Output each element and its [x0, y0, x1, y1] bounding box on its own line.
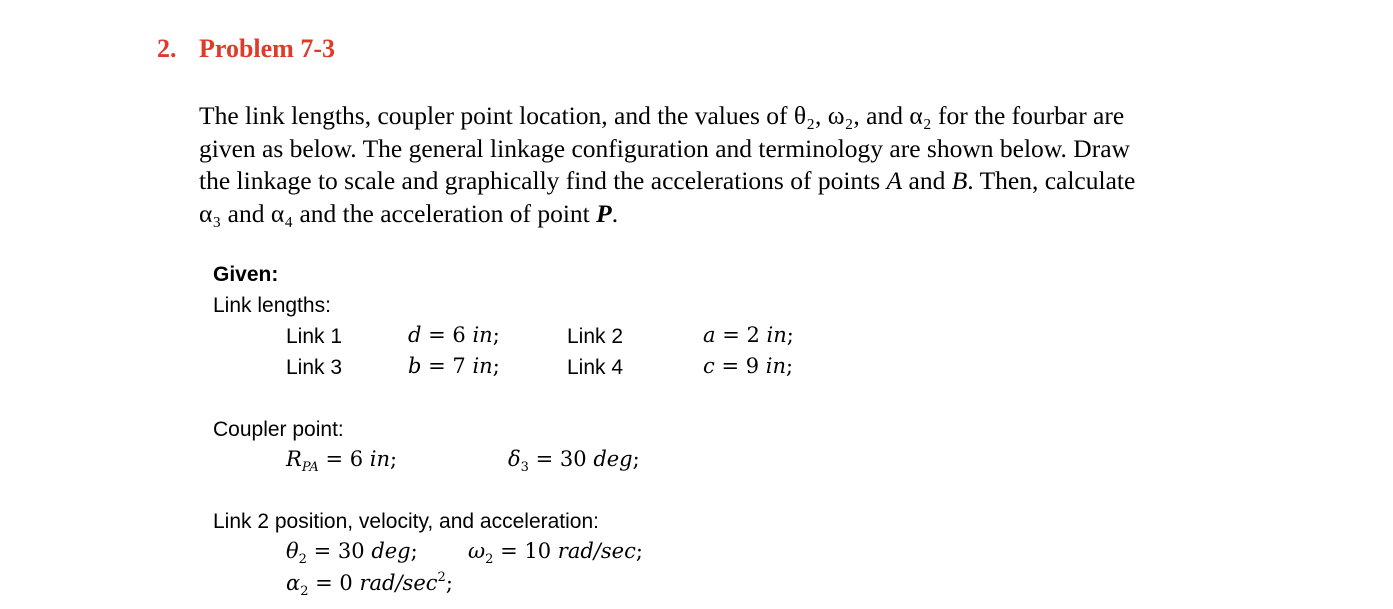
link-4-label: Link 4: [567, 356, 624, 379]
link-2-label: Link 2: [567, 325, 624, 348]
link-2-value: a = 2 in;: [703, 323, 794, 347]
coupler-point-label: Coupler point:: [213, 418, 344, 441]
statement-line-1: The link lengths, coupler point location, and the values of θ₂, ω₂, and α₂ for the fourbar are: [199, 101, 1125, 130]
link-2-motion-label: Link 2 position, velocity, and acceleration:: [213, 510, 599, 533]
given-label: Given:: [213, 263, 279, 286]
problem-statement: [199, 100, 1239, 230]
statement-line-3: the linkage to scale and graphically find the accelerations of points A and B. Then, calculate: [199, 166, 1136, 195]
alpha2-value: $\alpha_2 = 0$ rad/$\sec^2$;: [286, 570, 453, 599]
link-1-label: Link 1: [286, 325, 343, 348]
link-3-label: Link 3: [286, 356, 343, 379]
link-4-value: c = 9 in;: [703, 354, 794, 378]
problem-heading: [157, 34, 335, 64]
delta3-value: $\delta_3 = 30$ deg;: [508, 447, 640, 475]
problem-title: Problem 7-3: [199, 34, 335, 63]
rpa-value: $R_{PA} = 6$ in;: [286, 447, 398, 475]
link-lengths-label: Link lengths:: [213, 294, 331, 317]
statement-line-4: α₃ and α₄ and the acceleration of point P.: [199, 198, 619, 228]
problem-number: 2.: [157, 34, 177, 63]
link-3-value: b = 7 in;: [408, 354, 500, 378]
theta2-value: $\theta_2 = 30$ deg;: [286, 539, 418, 567]
link-1-value: d = 6 in;: [408, 323, 500, 347]
statement-line-2: given as below. The general linkage configuration and terminology are shown below. Draw: [199, 133, 1130, 163]
omega2-value: $\omega_2 = 10$ rad/sec;: [468, 539, 643, 567]
